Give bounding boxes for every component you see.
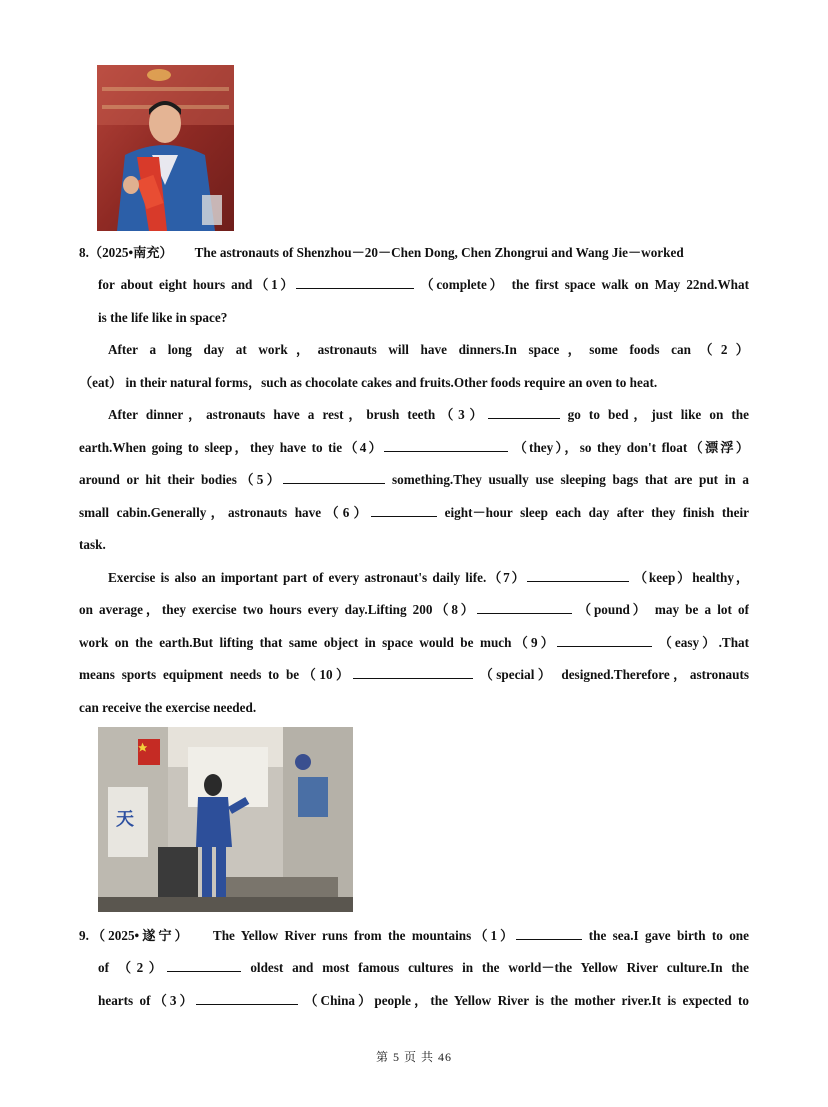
q9-blank-1[interactable] (516, 926, 582, 940)
svg-text:天: 天 (116, 809, 134, 830)
q8-line-5: （eat） in their natural forms，such as chocolate cakes and fruits.Other foods require an oven to heat. (79, 375, 658, 390)
q8-line-7: earth.When going to sleep，they have to tie（4） （they），so they don't float（漂浮） (79, 440, 749, 455)
q9-line-1: 9.（2025•遂宁） The Yellow River runs from the mountains（1） the sea.I gave birth to one (79, 928, 749, 943)
q9-line-3: hearts of（3） （China）people，the Yellow River is the mother river.It is expected to (98, 993, 749, 1008)
blank-7[interactable] (527, 568, 629, 582)
q8-number: 8.（2025•南充） (79, 245, 173, 260)
q8-line-12: on average，they exercise two hours every day.Lifting 200（8） （pound） may be a lot of (79, 602, 749, 617)
blank-10[interactable] (353, 665, 473, 679)
q8-line-4: After a long day at work，astronauts will have dinners.In space，some foods can（2） (108, 342, 749, 357)
q8-line-11: Exercise is also an important part of every astronaut's daily life.（7） （keep）healthy， (108, 570, 749, 585)
q9-number: 9.（2025•遂宁） (79, 928, 191, 943)
blank-5[interactable] (283, 470, 385, 484)
blank-1[interactable] (296, 275, 414, 289)
q8-line-6: After dinner，astronauts have a rest，brush teeth（3） go to bed，just like on the (108, 407, 749, 422)
q9-line-2: of （2） oldest and most famous cultures in the world－the Yellow River culture.In the (98, 960, 749, 975)
q8-line-9: small cabin.Generally，astronauts have（6） eight－hour sleep each day after they finish their (79, 505, 749, 520)
q8-line-1: 8.（2025•南充） The astronauts of Shenzhou－20－Chen Dong, Chen Zhongrui and Wang Jie－worked (79, 245, 684, 260)
blank-6[interactable] (371, 503, 437, 517)
q8-line-2: for about eight hours and（1） （complete） the first space walk on May 22nd.What (98, 277, 749, 292)
blank-9[interactable] (557, 633, 652, 647)
blank-4[interactable] (384, 438, 508, 452)
blank-8[interactable] (477, 600, 572, 614)
q9-blank-2[interactable] (167, 958, 241, 972)
q8-line-14: means sports equipment needs to be（10） （special） designed.Therefore，astronauts (79, 667, 749, 682)
q8-line-10: task. (79, 537, 106, 552)
q8-line-3: is the life like in space? (98, 310, 228, 325)
blank-3[interactable] (488, 405, 560, 419)
q8-line-8: around or hit their bodies（5） something.They usually use sleeping bags that are put in a (79, 472, 749, 487)
q8-line-13: work on the earth.But lifting that same object in space would be much（9） （easy）.That (79, 635, 749, 650)
space-station-interior-photo (98, 727, 353, 912)
q8-line-15: can receive the exercise needed. (79, 700, 257, 715)
q9-blank-3[interactable] (196, 991, 298, 1005)
page-footer: 第 5 页 共 46 (375, 1050, 452, 1064)
astronaut-award-photo (97, 65, 234, 231)
